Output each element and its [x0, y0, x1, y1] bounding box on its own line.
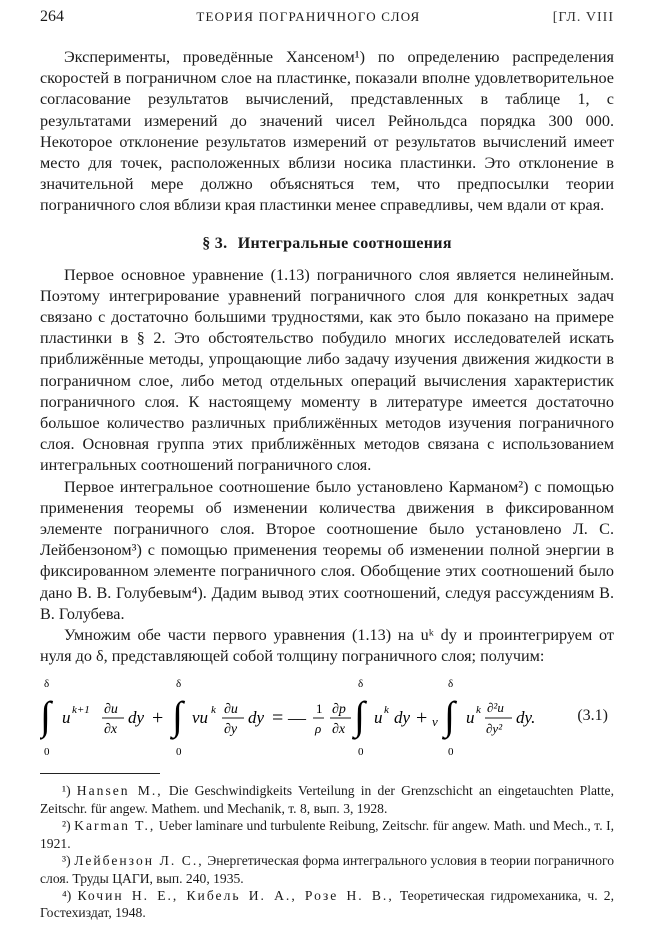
term1-dx: ∂x: [104, 722, 118, 738]
upper-limit: δ: [358, 678, 364, 691]
lower-limit: 0: [176, 746, 182, 759]
section-title: Интегральные соотношения: [237, 234, 452, 252]
rho: ρ: [315, 721, 322, 737]
term2-exp: k: [211, 704, 216, 717]
footnote-mark: ²): [62, 818, 71, 834]
footnote: [40, 817, 614, 852]
footnote-text: Die Geschwindigkeits Verteilung in der Grenzschicht an eingetauchten Platte, Zeitschr. für angew. Mathem. und Mechanik, т. 8, вып. 3, 1928.: [40, 783, 614, 816]
integral-sign: ∫: [354, 693, 365, 739]
lower-limit: 0: [358, 746, 364, 759]
footnote: [40, 852, 614, 887]
term3-base: u: [374, 708, 383, 728]
footnote-text: Теоретическая гидромеханика, ч. 2, Гостехиздат, 1948.: [40, 887, 614, 921]
term3-dy: dy: [394, 708, 411, 728]
term2-dy-den: ∂y: [224, 722, 238, 738]
section-number: § 3.: [202, 234, 228, 252]
upper-limit: δ: [448, 678, 454, 691]
term2-du: ∂u: [224, 702, 238, 718]
term4-dy2: ∂y²: [486, 721, 503, 737]
equation-3-1: [40, 671, 614, 761]
upper-limit: δ: [176, 678, 182, 691]
plus-sign: +: [416, 707, 428, 730]
page-number: 264: [40, 8, 64, 25]
running-title: ТЕОРИЯ ПОГРАНИЧНОГО СЛОЯ: [196, 9, 421, 24]
footnote-mark: ³): [62, 853, 71, 869]
paragraph-intro: Первое основное уравнение (1.13) пограничного слоя является нелинейным. Поэтому интегрирование уравнений пограничного слоя для конкретных задач связано с достаточно большими трудностями, как это было показано на примере пластинки в § 2. Это обстоятельство побудило многих исследователей искать приближённые методы, упрощающие либо задачу изучения движения жидкости в пограничном слое, либо метод отдельных операций вычисления характеристик пограничного слоя. К настоящему моменту в литературе имеется достаточно большое количество различных приближённых методов изучения пограничного слоя. Основная группа этих приближённых методов связана с использованием интегральных соотношений пограничного слоя.: [40, 265, 614, 475]
footnote-author: Karman T.,: [74, 818, 156, 834]
integral-sign: ∫: [444, 693, 455, 739]
one: 1: [316, 701, 323, 717]
minus-sign: —: [288, 708, 306, 729]
lower-limit: 0: [448, 746, 454, 759]
integral-sign: ∫: [172, 693, 183, 739]
term4-dy: dy.: [516, 708, 536, 728]
term3-dp: ∂p: [332, 702, 346, 718]
plus-sign: +: [152, 707, 164, 730]
lower-limit: 0: [44, 746, 50, 759]
equation-number: (3.1): [577, 707, 608, 725]
paragraph-multiply: Умножим обе части первого уравнения (1.13) на uᵏ dy и проинтегрируем от нуля до δ, представляющей собой толщину пограничного слоя; получим:: [40, 626, 614, 666]
upper-limit: δ: [44, 678, 50, 691]
running-header: [40, 8, 614, 34]
paragraph-hansen: Эксперименты, проведённые Хансеном¹) по определению распределения скоростей в пограничном слое на пластинке, показали вполне удовлетворительное согласование результатов вычислений, представленных в таблице 1, с результатами измерений до значений чисел Рейнольдса порядка 300 000. Некоторое отклонение результатов измерений от результатов вычислений имеет место для точек, расположенных вблизи носика пластинки. Это отклонение в значительной мере должно объясняться тем, что предпосылки теории пограничного слоя вблизи края пластинки менее справедливы, чем вдали от края.: [40, 48, 614, 215]
term1-dy: dy: [128, 708, 145, 728]
integral-sign: ∫: [40, 693, 51, 739]
footnote-divider: [40, 773, 160, 774]
term4-d2u: ∂²u: [487, 700, 504, 716]
footnote-author: Hansen M.,: [76, 783, 163, 799]
footnote-text: Ueber laminare und turbulente Reibung, Zeitschr. für angew. Math. und Mech., т. I, 1921.: [40, 818, 615, 851]
term3-dx: ∂x: [332, 722, 346, 738]
chapter-label: [ГЛ. VIII: [552, 10, 614, 25]
paragraph-karman: Первое интегральное соотношение было установлено Карманом²) с помощью применения теоремы об изменении количества движения в фиксированном элементе пограничного слоя. Второе соотношение было установлено Л. С. Лейбензоном³) с помощью применения теоремы об изменении полной энергии в фиксированном элементе пограничного слоя. Обобщение этих соотношений было дано В. В. Голубевым⁴). Дадим вывод этих соотношений, следуя рассуждениям В. В. Голубева.: [40, 477, 614, 623]
term1-du: ∂u: [104, 702, 118, 718]
section-heading: [40, 235, 614, 253]
term4-exp: k: [476, 704, 481, 717]
footnote-author: Кочин Н. Е., Кибель И. А., Розе Н. В.,: [77, 887, 394, 903]
term2-base: vu: [192, 708, 209, 728]
equation-svg: [40, 671, 614, 761]
nu: ν: [432, 714, 438, 730]
footnote: [40, 887, 614, 922]
footnote-text: Энергетическая форма интегрального условия в теории пограничного слоя. Труды ЦАГИ, вып. 240, 1935.: [40, 853, 615, 886]
footnote: [40, 782, 614, 817]
footnote-mark: ¹): [62, 783, 71, 799]
equals-sign: =: [272, 707, 284, 730]
term3-exp: k: [384, 704, 389, 717]
term1-exp: k+1: [72, 704, 90, 717]
footnote-author: Лейбензон Л. С.,: [74, 853, 204, 869]
term2-dy: dy: [248, 708, 265, 728]
term4-base: u: [466, 708, 475, 728]
term1-base: u: [62, 708, 71, 728]
footnote-mark: ⁴): [62, 887, 72, 903]
